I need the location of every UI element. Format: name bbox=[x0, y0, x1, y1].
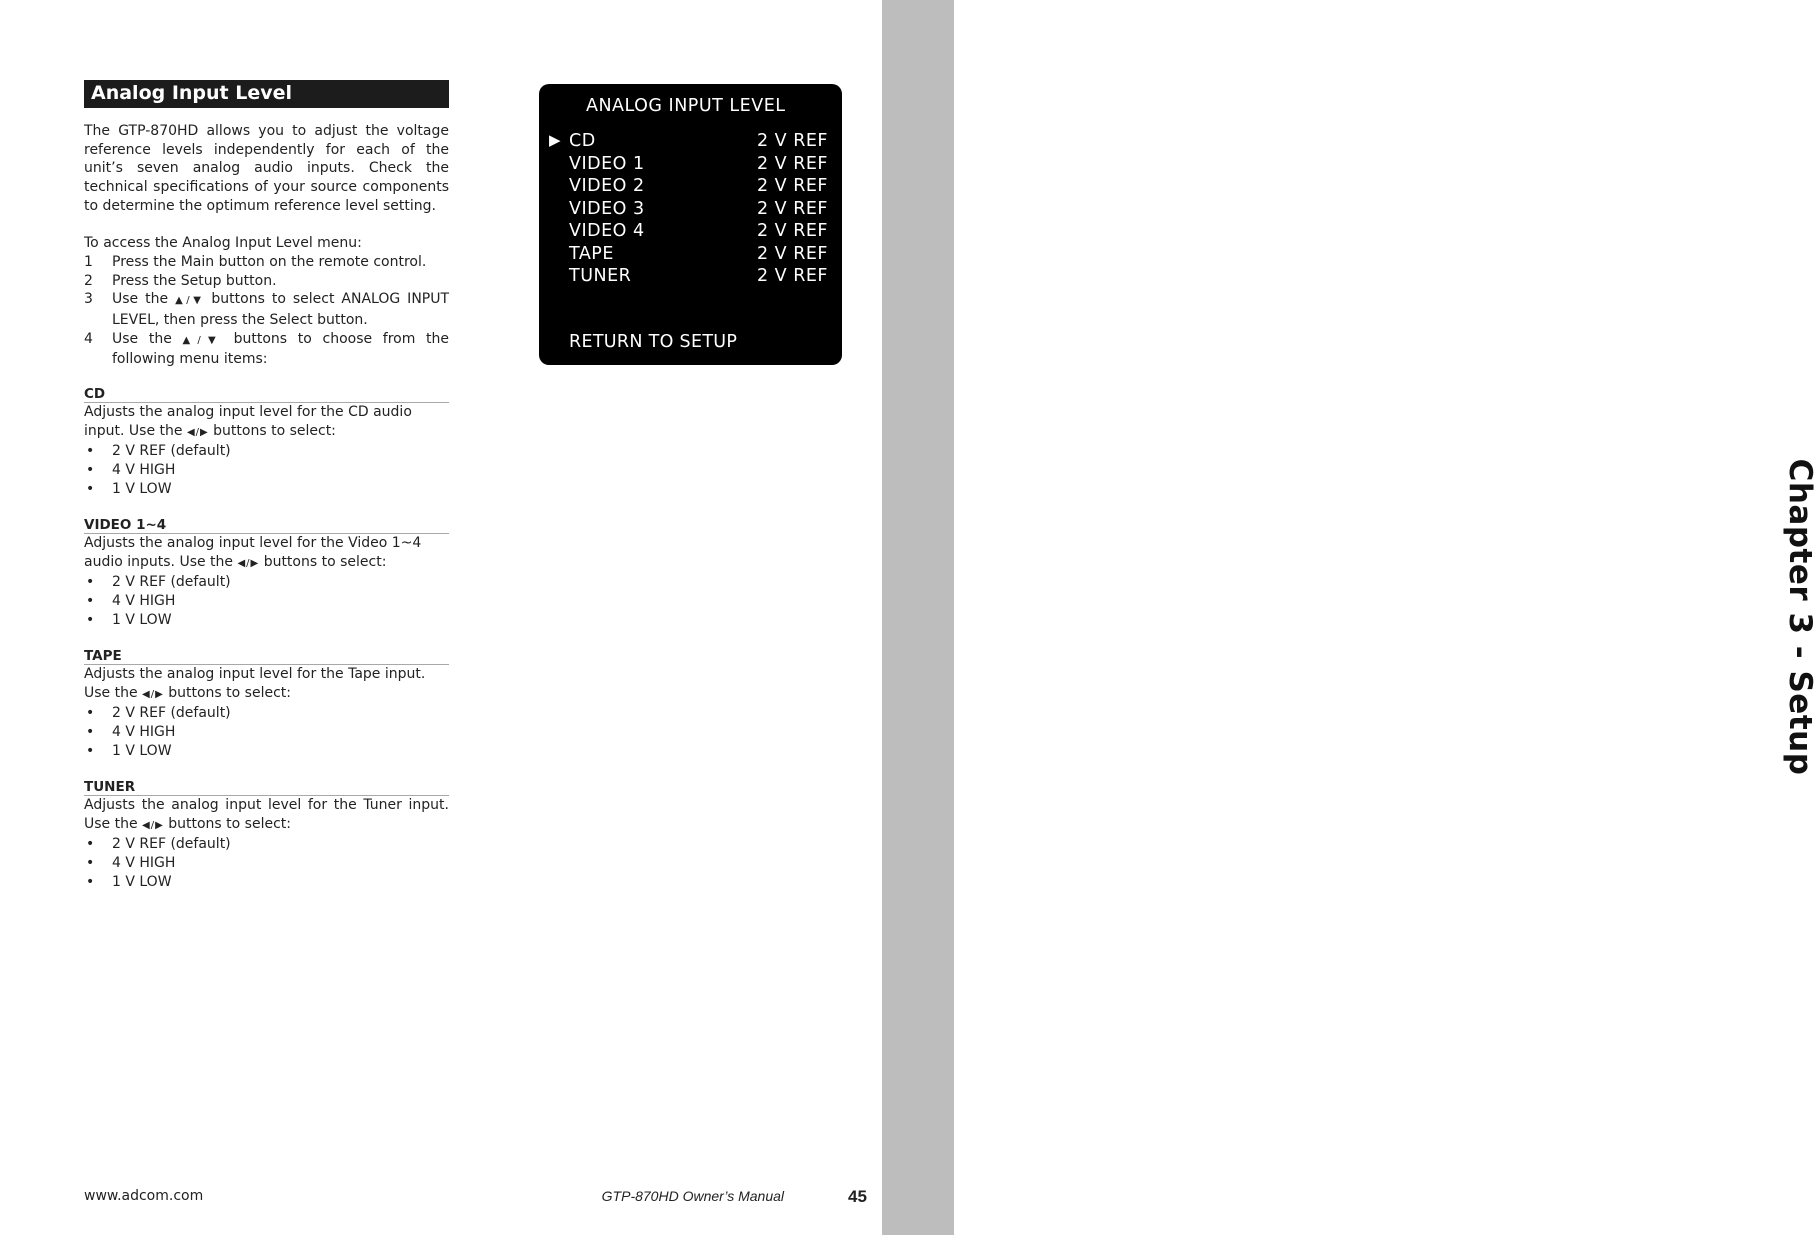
subsection-video bbox=[84, 515, 449, 630]
list-item: • 2 V REF (default) bbox=[86, 574, 231, 591]
list-item: • 1 V LOW bbox=[86, 873, 172, 890]
left-right-arrows-icon: ◀/▶ bbox=[142, 688, 164, 700]
osd-row-video3[interactable]: VIDEO 3 2 V REF bbox=[569, 198, 828, 219]
step-item: 3 Use the ▲/▼ buttons to select ANALOG INPUT LEVEL, then press the Select button. bbox=[84, 291, 450, 329]
step-item: 2 Press the Setup button. bbox=[84, 272, 277, 289]
osd-row-video1[interactable]: VIDEO 1 2 V REF bbox=[569, 153, 828, 174]
chapter-label: Chapter 3 - Setup bbox=[1782, 458, 1818, 776]
options-list bbox=[84, 573, 449, 629]
list-item: • 4 V HIGH bbox=[86, 593, 176, 610]
list-item: • 2 V REF (default) bbox=[86, 443, 231, 460]
step-item: 1 Press the Main button on the remote control. bbox=[84, 253, 427, 270]
list-item: • 1 V LOW bbox=[86, 611, 172, 628]
subsection-tuner bbox=[84, 777, 449, 892]
intro-paragraph: The GTP-870HD allows you to adjust the voltage reference levels independently for each of the unit’s seven analog audio inputs. Check the technical specifications of your source components to determine the optimum reference level setting. bbox=[84, 123, 449, 214]
section-title: Analog Input Level bbox=[84, 80, 449, 108]
subsection-cd bbox=[84, 384, 449, 499]
up-down-arrows-icon: ▲/▼ bbox=[175, 295, 205, 307]
page-number: 45 bbox=[848, 1187, 867, 1206]
steps-list bbox=[84, 253, 449, 369]
subsection-description: Adjusts the analog input level for the CD audio input. Use the ◀/▶ buttons to select: bbox=[84, 404, 412, 439]
subsection-description: Adjusts the analog input level for the Video 1~4 audio inputs. Use the ◀/▶ buttons to select: bbox=[84, 535, 422, 570]
osd-row-video2[interactable]: VIDEO 2 2 V REF bbox=[569, 176, 828, 196]
options-list bbox=[84, 442, 449, 498]
up-down-arrows-icon: ▲/▼ bbox=[182, 334, 223, 346]
cursor-arrow-icon: ▶ bbox=[549, 131, 561, 149]
intro-block bbox=[84, 122, 449, 369]
options-list bbox=[84, 835, 449, 891]
list-item: • 2 V REF (default) bbox=[86, 705, 231, 722]
osd-title: ANALOG INPUT LEVEL bbox=[586, 96, 786, 116]
subsection-tape bbox=[84, 646, 449, 761]
left-right-arrows-icon: ◀/▶ bbox=[186, 426, 209, 438]
osd-row-cd[interactable]: ▶ CD 2 V REF bbox=[549, 131, 828, 151]
osd-menu-screen bbox=[539, 84, 842, 365]
chapter-sidebar bbox=[882, 0, 1818, 1235]
list-item: • 1 V LOW bbox=[86, 480, 172, 497]
list-item: • 4 V HIGH bbox=[86, 462, 176, 479]
subsection-heading: CD bbox=[84, 384, 449, 403]
subsection-heading: VIDEO 1~4 bbox=[84, 515, 449, 534]
osd-row-video4[interactable]: VIDEO 4 2 V REF bbox=[569, 221, 828, 241]
left-right-arrows-icon: ◀/▶ bbox=[237, 557, 260, 569]
list-item: • 1 V LOW bbox=[86, 742, 172, 759]
step-item: 4 Use the ▲/▼ buttons to choose from the following menu items: bbox=[84, 330, 450, 368]
list-item: • 4 V HIGH bbox=[86, 855, 176, 872]
footer-manual-title: GTP-870HD Owner’s Manual bbox=[601, 1188, 784, 1204]
subsection-description: Adjusts the analog input level for the Tuner input. Use the ◀/▶ buttons to select: bbox=[84, 797, 449, 832]
left-right-arrows-icon: ◀/▶ bbox=[142, 819, 164, 831]
subsection-heading: TAPE bbox=[84, 646, 449, 665]
return-to-setup-item[interactable]: RETURN TO SETUP bbox=[569, 332, 738, 352]
access-instruction: To access the Analog Input Level menu: bbox=[84, 235, 362, 252]
osd-row-tape[interactable]: TAPE 2 V REF bbox=[569, 243, 828, 264]
subsection-heading: TUNER bbox=[84, 777, 449, 796]
footer-url: www.adcom.com bbox=[84, 1188, 204, 1204]
list-item: • 4 V HIGH bbox=[86, 724, 176, 741]
list-item: • 2 V REF (default) bbox=[86, 836, 231, 853]
options-list bbox=[84, 704, 449, 760]
subsection-description: Adjusts the analog input level for the Tape input. Use the ◀/▶ buttons to select: bbox=[84, 666, 426, 701]
osd-row-tuner[interactable]: TUNER 2 V REF bbox=[569, 266, 828, 286]
